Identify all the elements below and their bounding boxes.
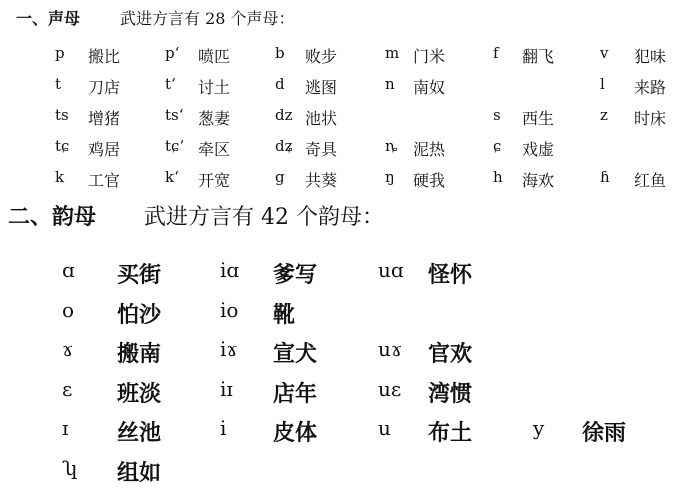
example-words: 海欢 <box>522 171 555 190</box>
example-words: 湾惯 <box>428 380 473 407</box>
example-words: 来路 <box>634 78 667 97</box>
phoneme-symbol: ɕ <box>493 137 502 155</box>
example-words: 布土 <box>428 420 473 446</box>
example-words: 门米 <box>413 47 446 66</box>
example-words: 丝池 <box>117 420 162 446</box>
example-words: 爹写 <box>273 262 318 288</box>
phoneme-symbol: kʻ <box>165 168 179 186</box>
example-words: 刀店 <box>88 78 121 97</box>
phoneme-symbol: f <box>493 44 499 62</box>
example-words: 犯味 <box>634 47 667 66</box>
example-words: 怕沙 <box>117 301 162 328</box>
phoneme-symbol: uɛ <box>378 376 402 401</box>
phoneme-symbol: tɕ <box>55 137 70 155</box>
phoneme-symbol: l <box>600 75 605 93</box>
phoneme-symbol: h <box>493 168 503 186</box>
example-words: 店年 <box>273 380 318 407</box>
example-words: 鸡居 <box>88 140 121 159</box>
example-words: 班淡 <box>117 380 162 407</box>
phoneme-symbol: ɪ <box>62 416 69 440</box>
example-words: 皮体 <box>273 420 318 446</box>
example-words: 逃图 <box>305 78 338 97</box>
phoneme-symbol: ts <box>55 106 69 124</box>
example-words: 泥热 <box>413 140 446 159</box>
phoneme-symbol: iɑ <box>220 258 240 282</box>
example-words: 红鱼 <box>634 171 667 190</box>
example-words: 翻飞 <box>522 47 555 66</box>
phoneme-symbol: n <box>385 75 395 93</box>
phoneme-symbol: z <box>600 106 608 124</box>
example-words: 共葵 <box>305 171 338 190</box>
phoneme-symbol: ʮ <box>62 455 78 480</box>
phoneme-symbol: y <box>533 416 545 440</box>
phoneme-symbol: dz <box>275 106 293 124</box>
phoneme-symbol: uɑ <box>378 258 404 282</box>
phoneme-symbol: p <box>55 44 65 62</box>
section-intro: 武进方言有 28 个声母： <box>120 9 295 28</box>
phoneme-symbol: b <box>275 44 285 62</box>
example-words: 喷匹 <box>198 47 231 66</box>
phoneme-symbol: ɛ <box>62 376 73 401</box>
example-words: 南奴 <box>413 78 446 97</box>
example-words: 败步 <box>305 47 338 66</box>
phoneme-symbol: tɕʻ <box>165 137 185 155</box>
phoneme-symbol: k <box>55 168 65 186</box>
phoneme-symbol: m <box>385 44 400 62</box>
section-label: 一、声母 <box>16 9 81 28</box>
phoneme-symbol: i <box>220 416 227 440</box>
phoneme-symbol: u <box>378 416 391 440</box>
phoneme-symbol: iɪ <box>220 376 233 401</box>
phoneme-symbol: uɤ <box>378 337 403 361</box>
phoneme-symbol: s <box>493 106 501 124</box>
example-words: 怪怀 <box>428 262 473 288</box>
example-words: 组如 <box>117 459 162 486</box>
phoneme-symbol: pʻ <box>165 44 180 62</box>
phoneme-symbol: tʻ <box>165 75 176 93</box>
example-words: 靴 <box>273 301 296 328</box>
example-words: 葱妻 <box>198 109 231 128</box>
example-words: 时床 <box>634 109 667 128</box>
phoneme-symbol: tsʻ <box>165 106 184 124</box>
phoneme-symbol: ɑ <box>62 258 75 282</box>
example-words: 讨土 <box>198 78 231 97</box>
example-words: 搬比 <box>88 47 121 66</box>
example-words: 牵区 <box>198 140 231 159</box>
example-words: 西生 <box>522 109 555 128</box>
phoneme-symbol: iɤ <box>220 337 238 361</box>
phoneme-symbol: ȵ <box>385 137 398 155</box>
phoneme-symbol: ŋ <box>385 168 395 186</box>
phoneme-symbol: g <box>275 168 285 186</box>
section-heading-initials <box>16 6 295 29</box>
phoneme-symbol: ɤ <box>62 337 74 361</box>
phoneme-symbol: d <box>275 75 285 93</box>
phoneme-symbol: o <box>62 297 75 322</box>
example-words: 增猪 <box>88 109 121 128</box>
example-words: 奇具 <box>305 140 338 159</box>
section-intro: 武进方言有 42 个韵母： <box>144 205 384 230</box>
phoneme-symbol: ɦ <box>600 168 610 186</box>
example-words: 硬我 <box>413 171 446 190</box>
example-words: 搬南 <box>117 341 162 367</box>
phoneme-symbol: dʑ <box>275 137 294 155</box>
example-words: 宣犬 <box>273 341 318 367</box>
phoneme-symbol: v <box>600 44 609 62</box>
example-words: 买街 <box>117 262 162 288</box>
example-words: 池状 <box>305 109 338 128</box>
phoneme-symbol: t <box>55 75 62 93</box>
example-words: 徐雨 <box>582 420 627 446</box>
example-words: 官欢 <box>428 341 473 367</box>
example-words: 工官 <box>88 171 121 190</box>
example-words: 戏虚 <box>522 140 555 159</box>
section-label: 二、韵母 <box>8 204 97 230</box>
phoneme-symbol: io <box>220 297 239 322</box>
example-words: 开宽 <box>198 171 231 190</box>
section-heading-finals <box>8 200 384 231</box>
